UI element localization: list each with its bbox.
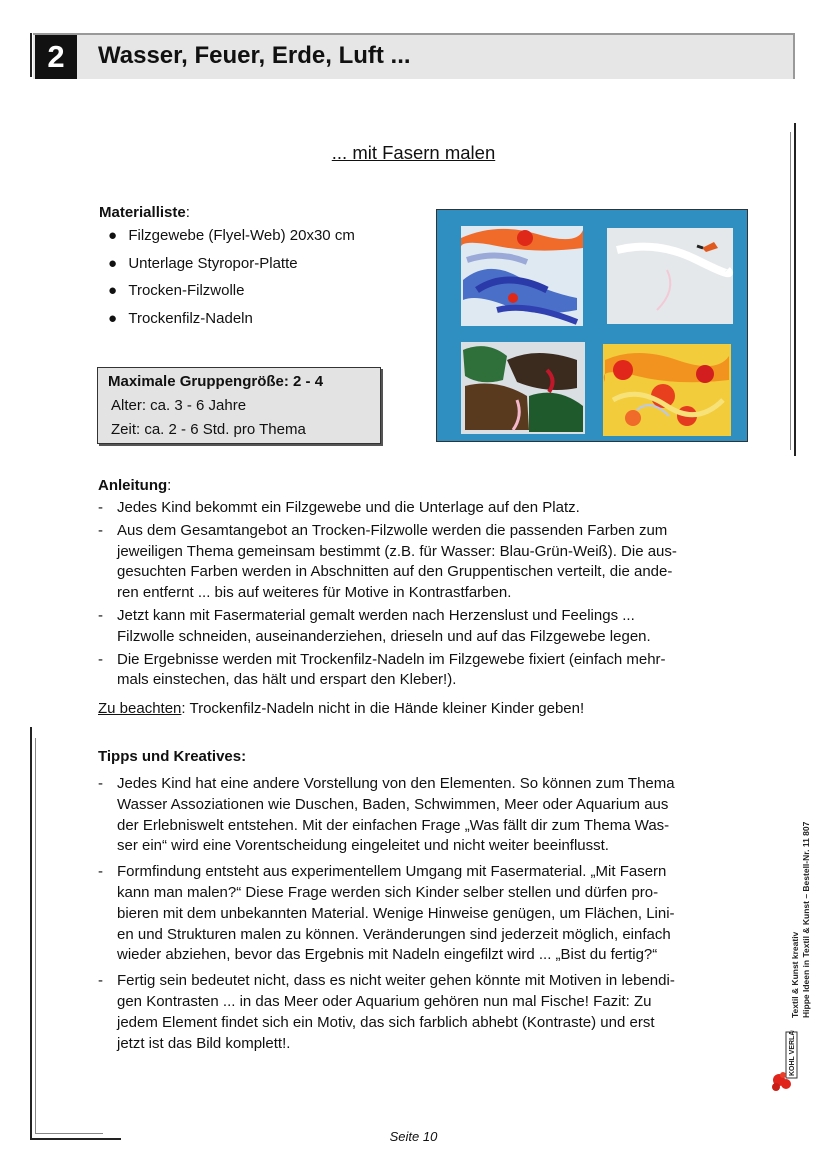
instructions-list: [96, 498, 744, 691]
frame-line: [794, 123, 796, 456]
time-range: Zeit: ca. 2 - 6 Std. pro Thema: [111, 421, 306, 438]
list-item: ● Trockenfilz-Nadeln: [108, 309, 253, 327]
list-item: - Formfindung entsteht aus experimentellem Umgang mit Fasermaterial. „Mit Fasern kann man malen?“ Diese Frage werden sich Kinder selber stellen und dürfen pro- bieren mit dem unbekannten Material. Wenige Hinweise genügen, um Flächen, Lini- en und Strukturen malen zu können. Veränderungen sind jederzeit möglich, einfach wieder abziehen, bevor das Ergebnis mit Nadeln eingefilzt wird ... „Bist du fertig?“: [98, 863, 675, 964]
list-item: ● Trocken-Filzwolle: [108, 282, 245, 299]
page-number: Seite 10: [389, 1129, 438, 1144]
list-item: - Jetzt kann mit Fasermaterial gemalt werden nach Herzenslust und Feelings ... Filzwolle schneiden, auseinanderziehen, drieseln und auf das Filzgewebe legen.: [98, 606, 651, 645]
safety-note: Zu beachten: Trockenfilz-Nadeln nicht in die Hände kleiner Kinder geben!: [98, 700, 585, 717]
tips-list: [96, 774, 744, 1054]
tips-heading: Tipps und Kreatives:: [98, 748, 247, 765]
group-size-box: [97, 367, 381, 444]
list-item: - Jedes Kind bekommt ein Filzgewebe und die Unterlage auf den Platz.: [98, 499, 580, 516]
section-subtitle: ... mit Fasern malen: [331, 142, 496, 163]
chapter-number: 2: [35, 35, 77, 79]
age-range: Alter: ca. 3 - 6 Jahre: [111, 397, 247, 414]
frame-line: [30, 33, 32, 77]
page-title: Wasser, Feuer, Erde, Luft ...: [98, 42, 411, 69]
list-item: - Jedes Kind hat eine andere Vorstellung von den Elementen. So können zum Thema Wasser Assoziationen wie Duschen, Baden, Schwimmen, Meer oder Aquarium aus der Erlebniswelt entstehen. Mit der einfachen Frage „Was fällt dir zum Thema Was- ser ein“ wird eine Vorentscheidung eingeleitet und nicht weiter beeinflusst.: [98, 775, 675, 855]
svg-text:KOHL VERLAG: KOHL VERLAG: [789, 1030, 796, 1076]
frame-line: [30, 727, 32, 1140]
materials-heading: Materialliste:: [99, 204, 190, 221]
felt-artwork-illustration: [437, 210, 748, 442]
instructions-heading: Anleitung:: [98, 477, 172, 494]
imprint-order-number: Hippe Ideen in Textil & Kunst – Bestell-Nr. 11 807: [801, 821, 811, 1018]
frame-line: [790, 132, 791, 450]
publisher-logo: [770, 1030, 804, 1092]
list-item: ● Unterlage Styropor-Platte: [108, 254, 298, 272]
imprint-series: Textil & Kunst kreativ: [790, 931, 800, 1018]
frame-line: [35, 738, 36, 1134]
list-item: - Die Ergebnisse werden mit Trockenfilz-Nadeln im Filzgewebe fixiert (einfach mehr- mals einstechen, das hält und erspart den Kleber!).: [98, 650, 666, 689]
list-item: ● Filzgewebe (Flyel-Web) 20x30 cm: [108, 227, 355, 244]
felt-artwork-photo: [436, 209, 748, 442]
group-size-title: Maximale Gruppengröße: 2 - 4: [108, 373, 324, 390]
frame-line: [793, 33, 795, 79]
materials-list: [108, 222, 355, 332]
list-item: - Aus dem Gesamtangebot an Trocken-Filzwolle werden die passenden Farben zum jeweiligen Thema gemeinsam bestimmt (z.B. für Wasser: Blau-Grün-Weiß). Die aus- gesuchten Farben werden in Abschnitten auf den Gruppentischen verteilt, die ande- ren entfernt ... bis auf weiteres für Motive in Kontrastfarben.: [98, 521, 677, 602]
list-item: - Fertig sein bedeutet nicht, dass es nicht weiter gehen könnte mit Motiven in lebendi- gen Kontrasten ... in das Meer oder Aquarium gehören nun mal Fische! Fazit: Zu jedem Element findet sich ein Motiv, das sich farblich abhebt (Kontraste) und erst jetzt ist das Bild komplett!.: [98, 972, 675, 1052]
